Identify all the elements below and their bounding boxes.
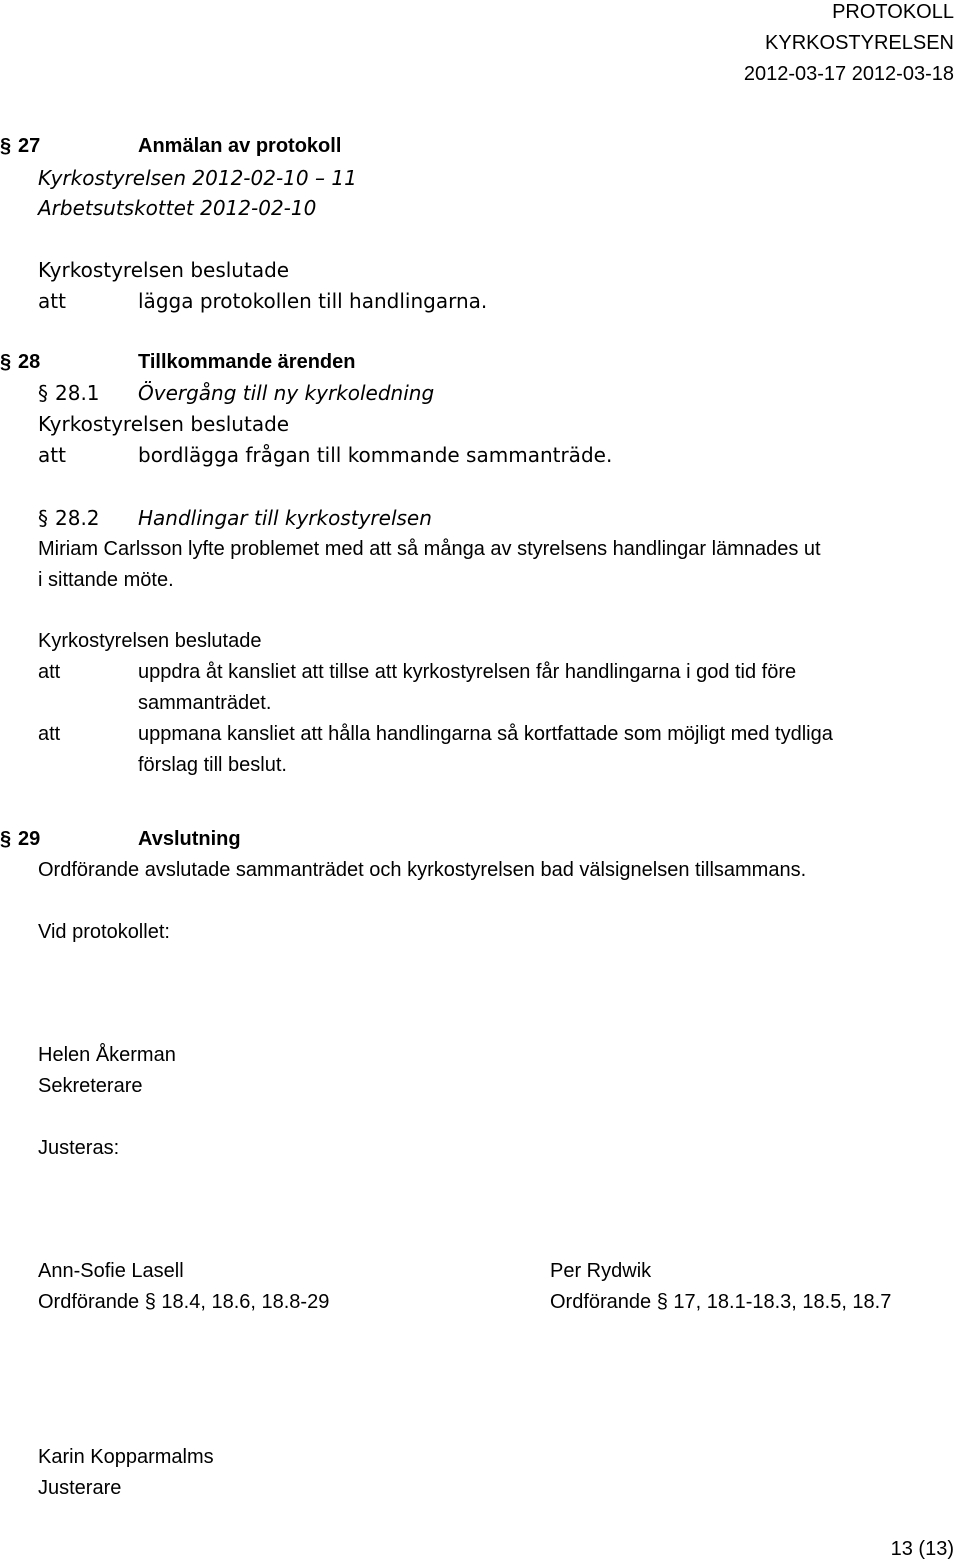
section-28-title: Tillkommande ärenden	[138, 351, 356, 373]
section-28-2-number: 28.2	[55, 506, 100, 530]
section-28-1-att: att	[38, 443, 66, 467]
header-doc-type: PROTOKOLL	[832, 1, 954, 23]
section-28-1-number: 28.1	[55, 381, 100, 405]
section-28-1-decided: Kyrkostyrelsen beslutade	[38, 412, 290, 436]
section-28-1-title: Övergång till ny kyrkoledning	[138, 381, 435, 405]
section-27-title: Anmälan av protokoll	[138, 135, 342, 157]
section-28-2-att1-line2: sammanträdet.	[138, 692, 272, 714]
section-28-1-mark: §	[38, 381, 48, 405]
section-28-2-body-line1: Miriam Carlsson lyfte problemet med att så många av styrelsens handlingar lämnades ut	[38, 538, 821, 560]
section-27-decided: Kyrkostyrelsen beslutade	[38, 258, 290, 282]
section-27-att: att	[38, 289, 66, 313]
justeras-label: Justeras:	[38, 1137, 120, 1159]
section-28-2-att1-line1: uppdra åt kansliet att tillse att kyrkostyrelsen får handlingarna i god tid före	[138, 661, 797, 683]
section-27-att-text: lägga protokollen till handlingarna.	[138, 289, 488, 313]
section-27-line2: Arbetsutskottet 2012-02-10	[38, 196, 317, 220]
secretary-role: Sekreterare	[38, 1075, 143, 1097]
chair1-role: Ordförande § 18.4, 18.6, 18.8-29	[38, 1291, 330, 1313]
section-29-mark: §	[0, 828, 12, 850]
section-28-mark: §	[0, 351, 12, 373]
header-org: KYRKOSTYRELSEN	[765, 32, 954, 54]
section-29-title: Avslutning	[138, 828, 241, 850]
section-28-2-att1: att	[38, 661, 61, 683]
chair2-name: Per Rydwik	[550, 1260, 652, 1282]
section-28-2-body-line2: i sittande möte.	[38, 569, 174, 591]
section-28-2-att2-line1: uppmana kansliet att hålla handlingarna så kortfattade som möjligt med tydliga	[138, 723, 833, 745]
vid-protokollet-label: Vid protokollet:	[38, 921, 170, 943]
adjuster-name: Karin Kopparmalms	[38, 1446, 214, 1468]
section-28-2-decided: Kyrkostyrelsen beslutade	[38, 630, 262, 652]
section-29-body: Ordförande avslutade sammanträdet och kyrkostyrelsen bad välsignelsen tillsammans.	[38, 859, 807, 881]
chair2-role: Ordförande § 17, 18.1-18.3, 18.5, 18.7	[550, 1291, 892, 1313]
page-number: 13 (13)	[890, 1538, 954, 1560]
secretary-name: Helen Åkerman	[38, 1044, 176, 1066]
section-28-number: 28	[18, 351, 41, 373]
adjuster-role: Justerare	[38, 1477, 122, 1499]
section-28-1-att-text: bordlägga frågan till kommande sammanträde.	[138, 443, 613, 467]
section-28-2-att2-line2: förslag till beslut.	[138, 754, 287, 776]
section-29-number: 29	[18, 828, 41, 850]
section-28-2-att2: att	[38, 723, 61, 745]
section-27-line1: Kyrkostyrelsen 2012-02-10 – 11	[38, 166, 357, 190]
section-27-number: 27	[18, 135, 41, 157]
section-28-2-title: Handlingar till kyrkostyrelsen	[138, 506, 432, 530]
section-28-2-mark: §	[38, 506, 48, 530]
section-27-mark: §	[0, 135, 12, 157]
chair1-name: Ann-Sofie Lasell	[38, 1260, 184, 1282]
header-dates: 2012-03-17 2012-03-18	[743, 63, 954, 85]
